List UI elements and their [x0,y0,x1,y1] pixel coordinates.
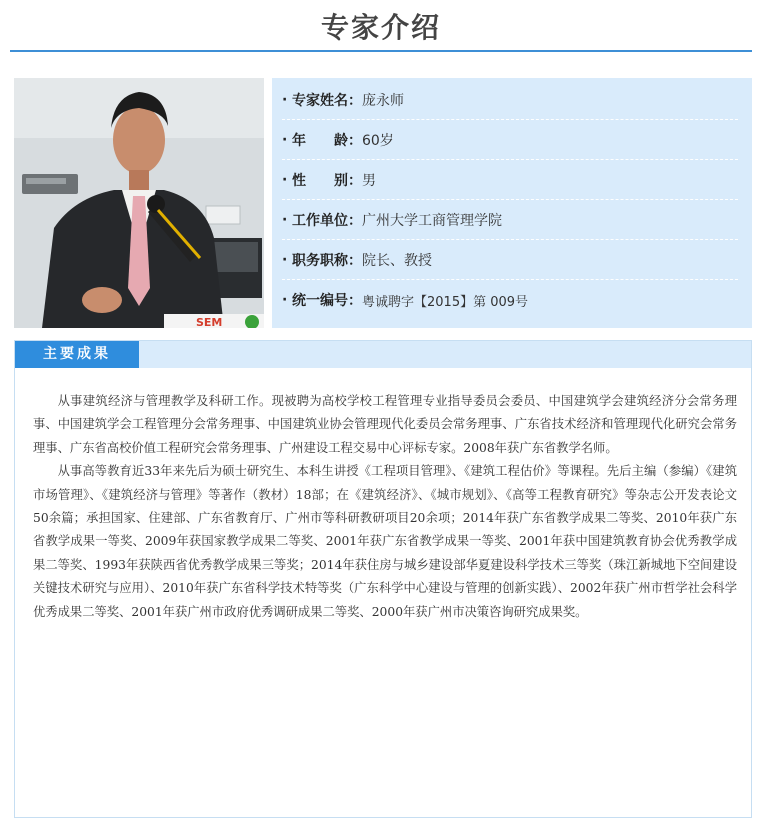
bullet-icon: · [282,211,288,228]
achievements-paragraph: 从事高等教育近33年来先后为硕士研究生、本科生讲授《工程项目管理》、《建筑工程估价》等课程。先后主编（参编）《建筑市场管理》、《建筑经济与管理》等著作（教材）18部；在《建筑经济》、《城市规划》、《高等工程教育研究》等杂志公开发表论文50余篇；承担国家、住建部、广东省教育厅、广州市等科研教研项目20余项；2014年获广东省教学成果二等奖、2010年获广东省教学成果一等奖、2009年获国家教学成果二等奖、2001年获广东省教学成果一等奖、2001年获中国建筑教育协会优秀教学成果二等奖、1993年获陕西省优秀教学成果三等奖；2014年获住房与城乡建设部华夏建设科学技术三等奖（珠江新城地下空间建设关键技术研究与应用）、2010年获广东省科学技术特等奖（广东科学中心建设与管理的创新实践）、2002年获广州市哲学社会科学优秀成果二等奖、2001年获广州市政府优秀调研成果二等奖、2000年获广州市决策咨询研究成果奖。 [33,464,737,619]
bullet-icon: · [282,292,288,308]
profile-label-name: 专家姓名： [292,92,362,109]
profile-row-id [282,280,738,320]
achievements-body [15,368,751,624]
profile-label-gender: 性 别： [292,172,362,189]
profile-value-gender: 男 [362,172,376,189]
achievements-section [14,340,752,818]
bullet-icon: · [282,171,288,188]
profile-label-workplace: 工作单位： [292,212,362,229]
bullet-icon: · [282,131,288,148]
profile-row-name [282,80,738,120]
achievements-paragraph: 从事建筑经济与管理教学及科研工作。现被聘为高校学校工程管理专业指导委员会委员、中国建筑学会建筑经济分会常务理事、中国建筑学会工程管理分会常务理事、中国建筑业协会管理现代化委员会常务理事、广东省技术经济和管理现代化研究会常务理事、广东省高校价值工程研究会常务理事、广州建设工程交易中心评标专家。2008年获广东省教学名师。 [33,394,737,455]
profile-label-age: 年 龄： [292,132,362,149]
achievements-heading: 主要成果 [15,341,139,368]
profile-value-age: 60岁 [362,132,394,149]
page-title: 专家介绍 [10,0,752,52]
profile-value-name: 庞永师 [362,92,404,109]
svg-text:SEM: SEM [196,316,223,328]
profile-row-workplace [282,200,738,240]
profile-value-id: 粤诚聘字【2015】第 009号 [362,294,529,310]
profile-label-id: 统一编号： [292,293,362,309]
bullet-icon: · [282,91,288,108]
profile-value-workplace: 广州大学工商管理学院 [362,212,502,229]
expert-photo-image [14,78,264,328]
bullet-icon: · [282,251,288,268]
profile-row-age [282,120,738,160]
expert-photo [14,78,264,328]
profile-value-title: 院长、教授 [362,252,432,269]
profile-row-title [282,240,738,280]
achievements-header [15,341,751,368]
profile-panel [272,78,752,328]
profile-label-title: 职务职称： [292,252,362,269]
profile-row-gender [282,160,738,200]
